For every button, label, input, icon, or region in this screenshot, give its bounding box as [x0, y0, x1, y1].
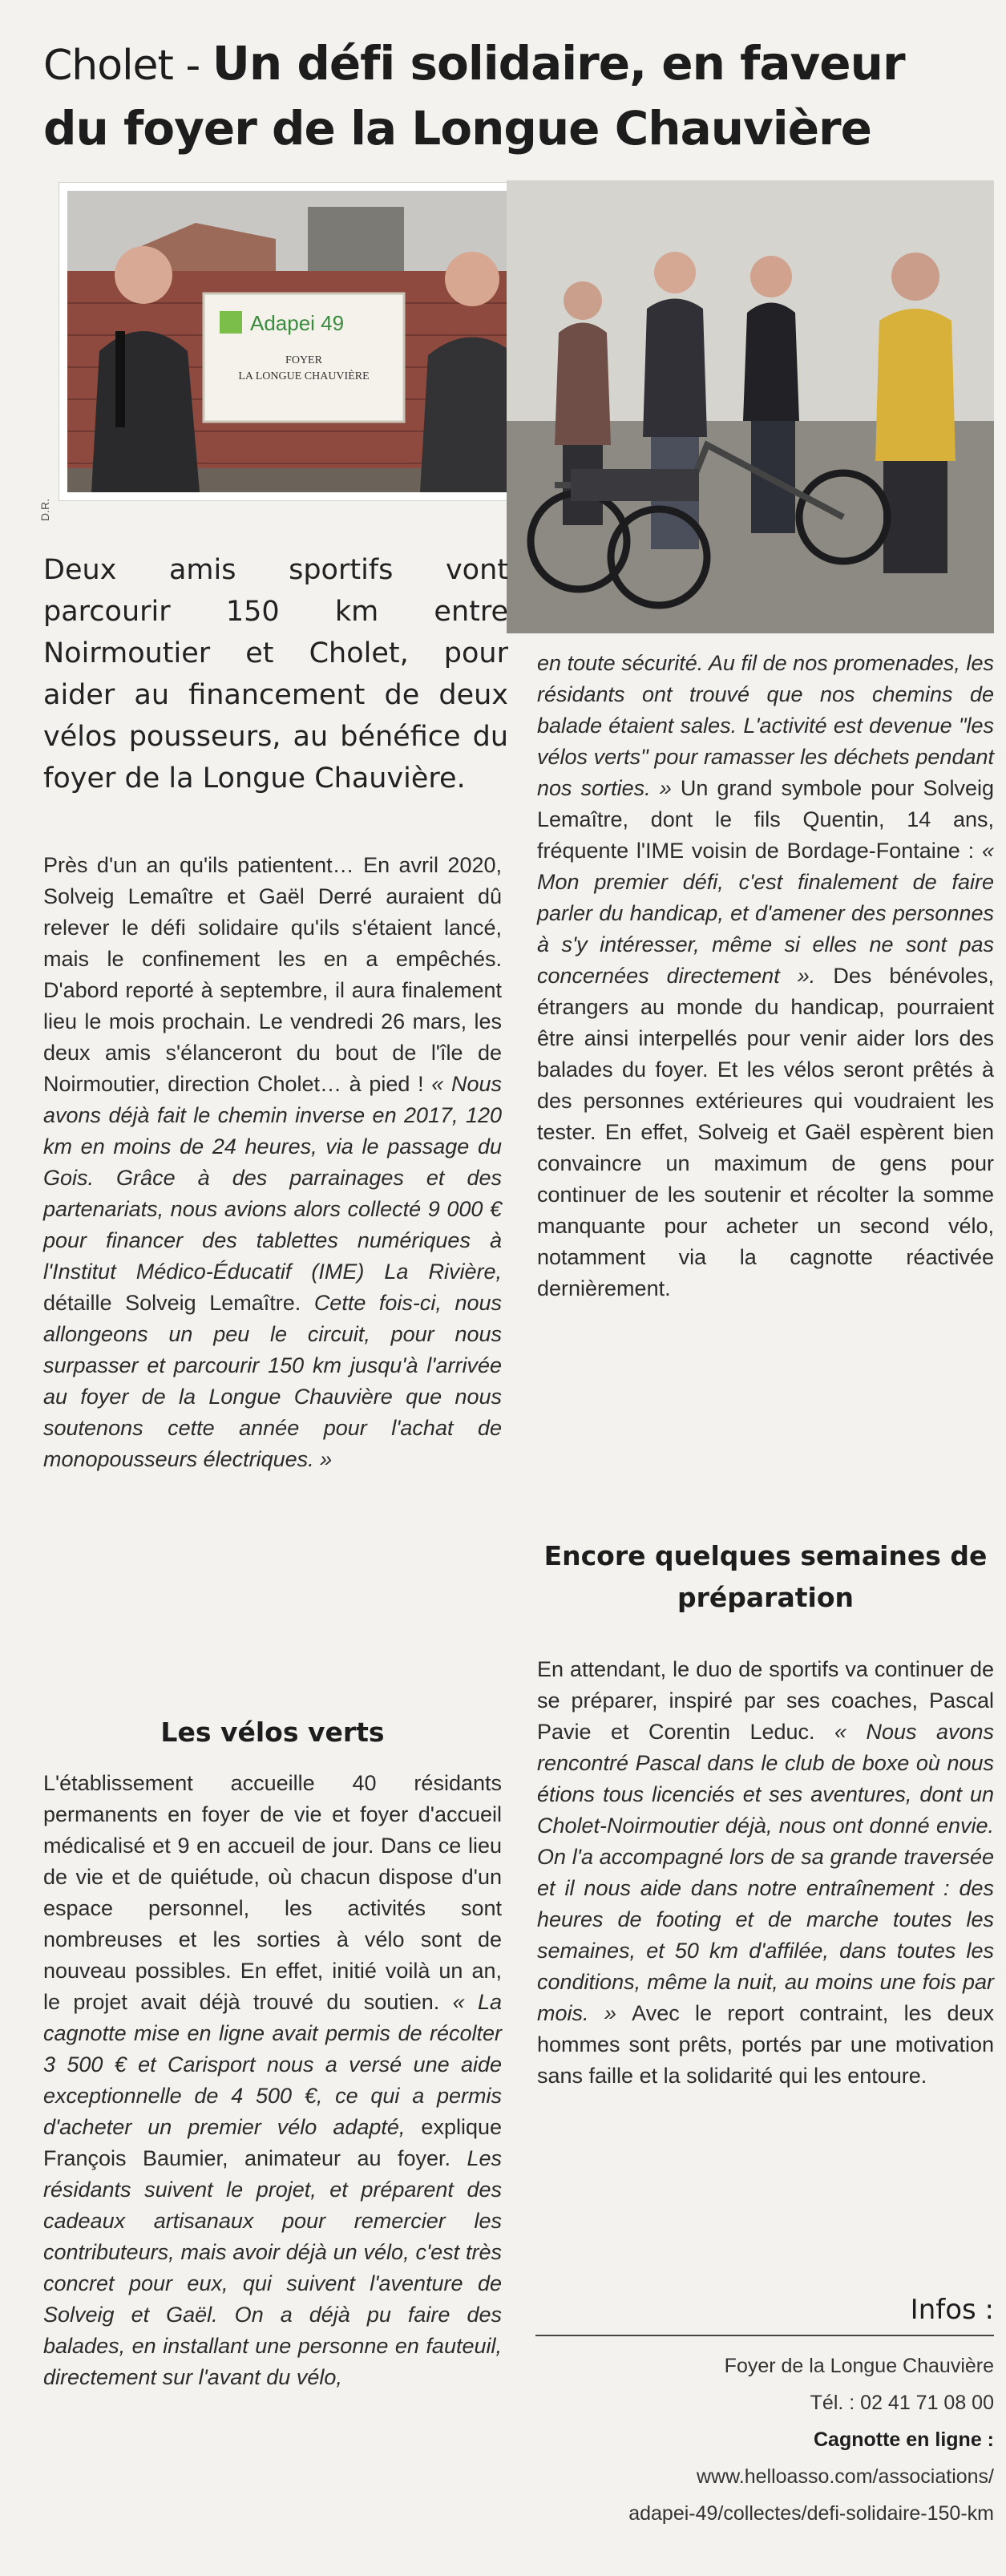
infos-tel: Tél. : 02 41 71 08 00: [810, 2392, 994, 2414]
photo-two-men-sign: [59, 183, 548, 500]
intro-quote-2: Cette fois-ci, nous allongeons un peu le circuit, pour nous surpasser et parcourir 150 km jusqu'à l'arrivée au foyer de la Longue Chauvière que nous soutenons cette année pour l'achat de monopousseurs électriques. »: [43, 1291, 502, 1471]
column-2-bottom: [537, 1654, 994, 2092]
intro-attribution: détaille Solveig Lemaître.: [43, 1291, 314, 1315]
continued-quote-2: « Mon premier défi, c'est finalement de faire parler du handicap, et d'amener des personnes à s'y intéresser, même si elles ne sont pas concernées directement ».: [537, 839, 994, 988]
continued-text: Un grand symbole pour Solveig Lemaître, dont le fils Quentin, 14 ans, fréquente l'IME voisin de Bordage-Fontaine :: [537, 776, 995, 863]
infos-divider: [535, 2335, 994, 2336]
velos-quote-2: Les résidants suivent le projet, et préparent des cadeaux artisanaux pour remercier les contributeurs, mais avoir déjà un vélo, c'est très concret pour eux, qui suivent l'aventure de Solveig et Gaël. On a déjà pu faire des balades, en installant une personne en fauteuil, directement sur l'avant du vélo,: [43, 2146, 502, 2389]
article-lead: Deux amis sportifs vont parcourir 150 km entre Noirmoutier et Cholet, pour aider au financement de deux vélos pousseurs, au bénéfice du foyer de la Longue Chauvière.: [43, 554, 508, 795]
intro-quote-1: « Nous avons déjà fait le chemin inverse en 2017, 120 km en moins de 24 heures, via le passage du Gois. Grâce à des parrainages et des partenariats, nous avions alors collecté 9 000 € pour financer des tablettes numériques à l'Institut Médico-Éducatif (IME) La Rivière,: [43, 1072, 502, 1284]
column-2-top: [537, 648, 994, 1304]
sign-brand-text: Adapei 49: [250, 311, 345, 335]
intro-text: Près d'un an qu'ils patientent… En avril 2020, Solveig Lemaître et Gaël Derré auraient dû relever le défi solidaire qu'ils s'étaient lancé, mais le confinement les en a empêchés. D'abord reporté à septembre, il aura finalement lieu le mois prochain. Le vendredi 26 mars, les deux amis s'élanceront du bout de l'île de Noirmoutier, direction Cholet… à pied !: [43, 853, 502, 1096]
headline-title: Un défi solidaire, en faveur du foyer de la Longue Chauvière: [43, 36, 905, 156]
paragraph-continued: [537, 648, 994, 1304]
paragraph-preparation: [537, 1654, 994, 2092]
velos-text: L'établissement accueille 40 résidants permanents en foyer de vie et foyer d'accueil médicalisé et 9 en accueil de jour. Dans ce lieu de vie et de quiétude, où chacun dispose d'un espace personnel, les activités sont nombreuses et les sorties à vélo sont de nouveau possibles. En effet, initié voilà un an, le projet avait déjà trouvé du soutien.: [43, 1771, 502, 2014]
column-1-bottom: [43, 1768, 502, 2393]
subhead-preparation: Encore quelques semaines de préparation: [543, 1540, 988, 1613]
infos-title: Infos :: [910, 2294, 994, 2326]
continued-quote: en toute sécurité. Au fil de nos promenades, les résidants ont trouvé que nos chemins de balade étaient sales. L'activité est devenue "les vélos verts" pour ramasser les déchets pendant nos sorties. »: [537, 651, 994, 800]
headline-place: Cholet -: [43, 42, 212, 90]
photo-group-bike-image: [507, 180, 994, 633]
infos-cagnotte-label: Cagnotte en ligne :: [814, 2428, 994, 2451]
sign-line1-text: FOYER: [285, 354, 322, 366]
subhead-velos-verts: Les vélos verts: [160, 1717, 385, 1748]
prep-text: En attendant, le duo de sportifs va continuer de se préparer, inspiré par ses coaches, Pascal Pavie et Corentin Leduc.: [537, 1657, 994, 1744]
article-headline: [43, 32, 973, 160]
velos-quote-1: « La cagnotte mise en ligne avait permis de récolter 3 500 € et Carisport nous a versé une aide exceptionnelle de 4 500 €, ce qui a permis d'acheter un premier vélo adapté,: [43, 1990, 502, 2139]
continued-text-2: Des bénévoles, étrangers au monde du handicap, pourraient être ainsi interpellés pour venir aider lors des balades du foyer. Et les vélos seront prêtés à des personnes extérieures qui voudraient les tester. En effet, Solveig et Gaël espèrent bien convaincre un maximum de gens pour continuer de les soutenir et récolter la somme manquante pour acheter un second vélo, notamment via la cagnotte réactivée dernièrement.: [537, 964, 994, 1300]
infos-url-line2: adapei-49/collectes/defi-solidaire-150-km: [628, 2502, 994, 2525]
photo-group-bike: [507, 180, 994, 633]
photo-credit: D.R.: [38, 499, 51, 521]
column-1-top: [43, 850, 502, 1475]
prep-text-2: Avec le report contraint, les deux hommes sont prêts, portés par une motivation sans faille et la solidarité qui les entoure.: [537, 2001, 994, 2088]
photo-two-men-sign-image: [67, 191, 540, 492]
paragraph-velos-verts: [43, 1768, 502, 2393]
prep-quote: « Nous avons rencontré Pascal dans le club de boxe où nous étions tous licenciés et ses aventures, dont un Cholet-Noirmoutier déjà, nous ont donné envie. On l'a accompagné lors de sa grande traversée et il nous aide dans notre entraînement : des heures de footing et de marche toutes les semaines, et 50 km d'affilée, dans toutes les conditions, même la nuit, au moins une fois par mois. »: [537, 1720, 994, 2025]
sign-line2-text: LA LONGUE CHAUVIÈRE: [238, 370, 370, 382]
velos-attribution: explique François Baumier, animateur au foyer.: [43, 2115, 502, 2170]
paragraph-intro: [43, 850, 502, 1475]
infos-org: Foyer de la Longue Chauvière: [724, 2355, 994, 2377]
infos-url-line1: www.helloasso.com/associations/: [697, 2465, 994, 2488]
infos-box: [537, 2348, 994, 2532]
